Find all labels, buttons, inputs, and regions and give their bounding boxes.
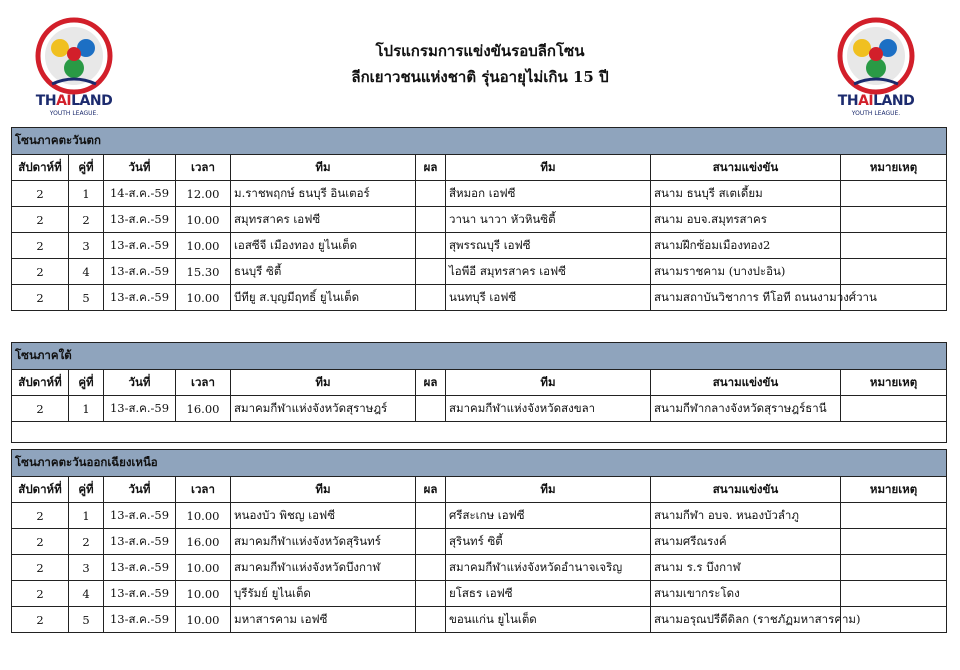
zone-name: โซนภาคตะวันออกเฉียงเหนือ <box>12 450 947 477</box>
schedule-table-south <box>11 342 947 443</box>
cell-team2: ศรีสะเกษ เอฟซี <box>446 503 651 529</box>
cell-score <box>416 259 446 285</box>
table-row <box>12 607 947 633</box>
cell-note <box>841 529 947 555</box>
column-header-note: หมายเหตุ <box>841 370 947 396</box>
column-header-team1: ทีม <box>231 477 416 503</box>
cell-time: 10.00 <box>176 581 231 607</box>
schedule-table-west <box>11 127 947 311</box>
cell-week: 2 <box>12 285 69 311</box>
cell-team2: สีหมอก เอฟซี <box>446 181 651 207</box>
cell-team2: สมาคมกีฬาแห่งจังหวัดอำนาจเจริญ <box>446 555 651 581</box>
cell-time: 10.00 <box>176 555 231 581</box>
cell-venue: สนาม ร.ร บึงกาฬ <box>651 555 841 581</box>
table-row <box>12 396 947 422</box>
cell-score <box>416 207 446 233</box>
cell-team2: ยโสธร เอฟซี <box>446 581 651 607</box>
cell-team2: สมาคมกีฬาแห่งจังหวัดสงขลา <box>446 396 651 422</box>
cell-team2: สุรินทร์ ซิตี้ <box>446 529 651 555</box>
cell-pair: 1 <box>69 396 104 422</box>
cell-venue: สนามกีฬากลางจังหวัดสุราษฎร์ธานี <box>651 396 841 422</box>
cell-team1: หนองบัว พิชญ เอฟซี <box>231 503 416 529</box>
cell-score <box>416 607 446 633</box>
table-row <box>12 285 947 311</box>
cell-team1: สมาคมกีฬาแห่งจังหวัดบึงกาฬ <box>231 555 416 581</box>
cell-team2: ขอนแก่น ยูไนเต็ด <box>446 607 651 633</box>
column-header-pair: คู่ที่ <box>69 370 104 396</box>
column-header-pair: คู่ที่ <box>69 477 104 503</box>
cell-team1: สมุทรสาคร เอฟซี <box>231 207 416 233</box>
cell-note <box>841 207 947 233</box>
table-row <box>12 503 947 529</box>
column-header-row <box>12 155 947 181</box>
cell-date: 13-ส.ค.-59 <box>104 529 176 555</box>
zone-header-row <box>12 450 947 477</box>
cell-team1: สมาคมกีฬาแห่งจังหวัดสุราษฎร์ <box>231 396 416 422</box>
league-logo-right <box>824 14 928 118</box>
cell-team1: บีทียู ส.บุญมีฤทธิ์ ยูไนเต็ด <box>231 285 416 311</box>
zone-header-row <box>12 128 947 155</box>
league-emblem-icon <box>824 14 928 94</box>
cell-note <box>841 396 947 422</box>
cell-week: 2 <box>12 233 69 259</box>
column-header-note: หมายเหตุ <box>841 155 947 181</box>
cell-team2: วานา นาวา หัวหินซิตี้ <box>446 207 651 233</box>
cell-week: 2 <box>12 396 69 422</box>
column-header-row <box>12 477 947 503</box>
cell-date: 13-ส.ค.-59 <box>104 396 176 422</box>
column-header-score: ผล <box>416 477 446 503</box>
zone-header-row <box>12 343 947 370</box>
cell-date: 13-ส.ค.-59 <box>104 607 176 633</box>
logo-wordmark: THAILAND <box>837 93 915 109</box>
cell-week: 2 <box>12 207 69 233</box>
cell-note <box>841 503 947 529</box>
column-header-team2: ทีม <box>446 477 651 503</box>
cell-note <box>841 555 947 581</box>
zone-name: โซนภาคใต้ <box>12 343 947 370</box>
table-row <box>12 233 947 259</box>
cell-score <box>416 581 446 607</box>
league-emblem-icon <box>22 14 126 94</box>
cell-venue: สนามกีฬา อบจ. หนองบัวลำภู <box>651 503 841 529</box>
cell-week: 2 <box>12 555 69 581</box>
cell-date: 13-ส.ค.-59 <box>104 259 176 285</box>
column-header-venue: สนามแข่งขัน <box>651 370 841 396</box>
column-header-score: ผล <box>416 370 446 396</box>
cell-team1: เอสซีจี เมืองทอง ยูไนเต็ด <box>231 233 416 259</box>
cell-note <box>841 259 947 285</box>
cell-score <box>416 555 446 581</box>
column-header-pair: คู่ที่ <box>69 155 104 181</box>
spacer-row <box>12 422 947 443</box>
spacer-cell <box>12 422 947 443</box>
column-header-week: สัปดาห์ที่ <box>12 155 69 181</box>
cell-time: 10.00 <box>176 503 231 529</box>
cell-team2: ไอพีอี สมุทรสาคร เอฟซี <box>446 259 651 285</box>
column-header-venue: สนามแข่งขัน <box>651 155 841 181</box>
cell-time: 12.00 <box>176 181 231 207</box>
cell-pair: 5 <box>69 285 104 311</box>
cell-team1: สมาคมกีฬาแห่งจังหวัดสุรินทร์ <box>231 529 416 555</box>
cell-pair: 2 <box>69 207 104 233</box>
column-header-note: หมายเหตุ <box>841 477 947 503</box>
cell-pair: 4 <box>69 581 104 607</box>
cell-team1: ธนบุรี ซิตี้ <box>231 259 416 285</box>
cell-score <box>416 529 446 555</box>
cell-time: 16.00 <box>176 396 231 422</box>
cell-week: 2 <box>12 503 69 529</box>
cell-venue: สนาม ธนบุรี สเตเดี้ยม <box>651 181 841 207</box>
cell-date: 13-ส.ค.-59 <box>104 581 176 607</box>
cell-note <box>841 581 947 607</box>
cell-venue: สนามเขากระโดง <box>651 581 841 607</box>
league-logo-left <box>22 14 126 118</box>
logo-subtitle: YOUTH LEAGUE. <box>851 110 901 117</box>
column-header-week: สัปดาห์ที่ <box>12 370 69 396</box>
cell-pair: 1 <box>69 181 104 207</box>
cell-week: 2 <box>12 607 69 633</box>
cell-week: 2 <box>12 581 69 607</box>
cell-date: 13-ส.ค.-59 <box>104 233 176 259</box>
logo-subtitle: YOUTH LEAGUE. <box>49 110 99 117</box>
column-header-time: เวลา <box>176 370 231 396</box>
column-header-team1: ทีม <box>231 155 416 181</box>
cell-venue: สนามสถาบันวิชาการ ทีโอที ถนนงามวงศ์วาน <box>651 285 841 311</box>
table-row <box>12 259 947 285</box>
column-header-date: วันที่ <box>104 155 176 181</box>
cell-score <box>416 396 446 422</box>
logo-wordmark: THAILAND <box>35 93 113 109</box>
cell-week: 2 <box>12 529 69 555</box>
table-row <box>12 181 947 207</box>
cell-date: 14-ส.ค.-59 <box>104 181 176 207</box>
cell-team2: สุพรรณบุรี เอฟซี <box>446 233 651 259</box>
cell-venue: สนามราชคาม (บางปะอิน) <box>651 259 841 285</box>
page-title: โปรแกรมการแข่งขันรอบลีกโซน <box>375 42 585 60</box>
column-header-team2: ทีม <box>446 155 651 181</box>
cell-date: 13-ส.ค.-59 <box>104 503 176 529</box>
cell-week: 2 <box>12 259 69 285</box>
cell-pair: 1 <box>69 503 104 529</box>
cell-time: 10.00 <box>176 285 231 311</box>
cell-note <box>841 181 947 207</box>
cell-team1: บุรีรัมย์ ยูไนเต็ด <box>231 581 416 607</box>
cell-venue: สนาม อบจ.สมุทรสาคร <box>651 207 841 233</box>
column-header-venue: สนามแข่งขัน <box>651 477 841 503</box>
cell-date: 13-ส.ค.-59 <box>104 285 176 311</box>
column-header-date: วันที่ <box>104 370 176 396</box>
cell-pair: 3 <box>69 233 104 259</box>
schedule-table-northeast <box>11 449 947 633</box>
column-header-week: สัปดาห์ที่ <box>12 477 69 503</box>
table-row <box>12 555 947 581</box>
table-row <box>12 581 947 607</box>
table-row <box>12 529 947 555</box>
cell-date: 13-ส.ค.-59 <box>104 207 176 233</box>
cell-time: 10.00 <box>176 233 231 259</box>
column-header-row <box>12 370 947 396</box>
cell-score <box>416 285 446 311</box>
cell-week: 2 <box>12 181 69 207</box>
column-header-team2: ทีม <box>446 370 651 396</box>
cell-time: 10.00 <box>176 607 231 633</box>
cell-venue: สนามฝึกซ้อมเมืองทอง2 <box>651 233 841 259</box>
cell-pair: 3 <box>69 555 104 581</box>
cell-team1: ม.ราชพฤกษ์ ธนบุรี อินเตอร์ <box>231 181 416 207</box>
column-header-score: ผล <box>416 155 446 181</box>
table-row <box>12 207 947 233</box>
column-header-time: เวลา <box>176 155 231 181</box>
cell-pair: 2 <box>69 529 104 555</box>
cell-score <box>416 233 446 259</box>
zone-name: โซนภาคตะวันตก <box>12 128 947 155</box>
column-header-time: เวลา <box>176 477 231 503</box>
column-header-date: วันที่ <box>104 477 176 503</box>
cell-score <box>416 503 446 529</box>
cell-venue: สนามอรุณปรีดีดิลก (ราชภัฏมหาสารคาม) <box>651 607 841 633</box>
column-header-team1: ทีม <box>231 370 416 396</box>
cell-time: 15.30 <box>176 259 231 285</box>
cell-score <box>416 181 446 207</box>
page-subtitle: ลีกเยาวชนแห่งชาติ รุ่นอายุไม่เกิน 15 ปี <box>351 68 609 86</box>
cell-date: 13-ส.ค.-59 <box>104 555 176 581</box>
cell-pair: 5 <box>69 607 104 633</box>
cell-venue: สนามศรีณรงค์ <box>651 529 841 555</box>
cell-pair: 4 <box>69 259 104 285</box>
cell-note <box>841 233 947 259</box>
cell-time: 10.00 <box>176 207 231 233</box>
cell-time: 16.00 <box>176 529 231 555</box>
cell-team1: มหาสารคาม เอฟซี <box>231 607 416 633</box>
cell-team2: นนทบุรี เอฟซี <box>446 285 651 311</box>
